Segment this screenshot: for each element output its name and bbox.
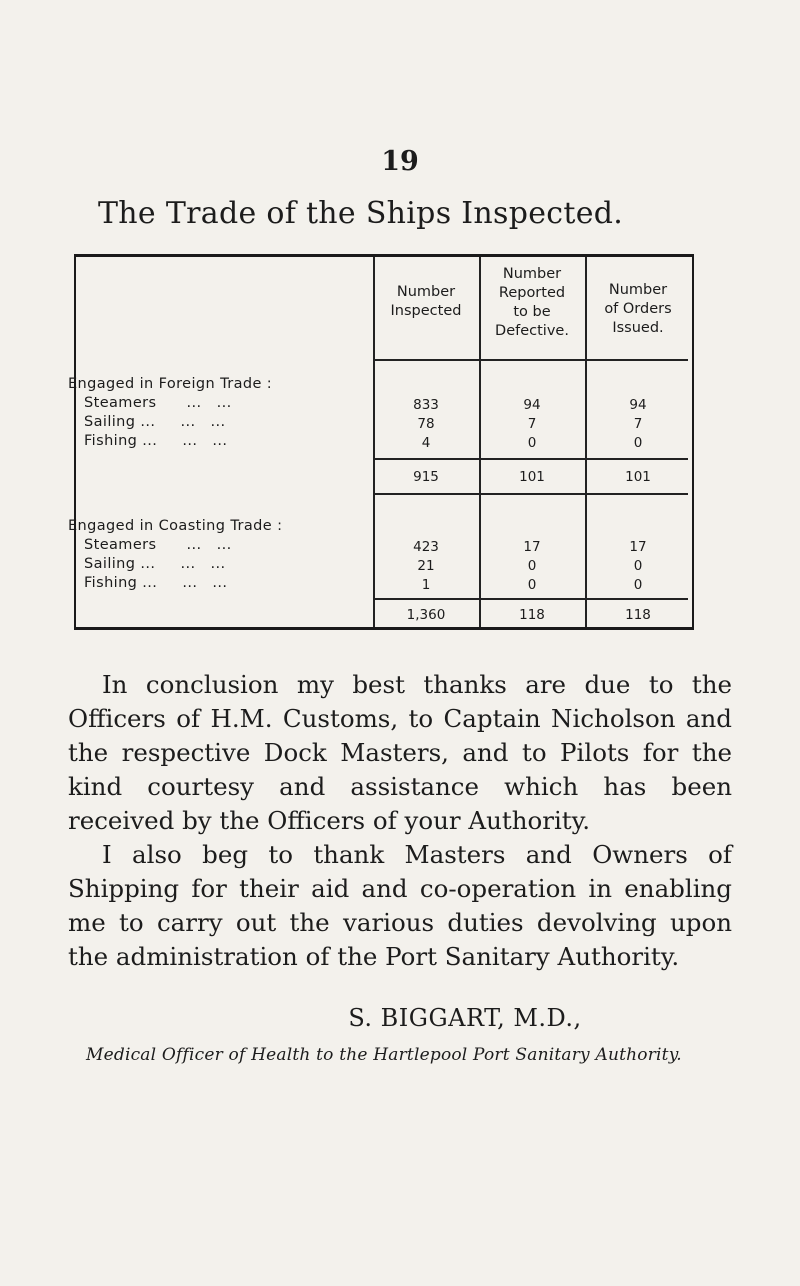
- total-rule: [373, 493, 688, 495]
- header-rule: [373, 359, 688, 361]
- row-label-fishing: Fishing ... ... ...: [84, 575, 228, 591]
- cell-value: 7: [633, 416, 643, 432]
- row-label-sailing: Sailing ... ... ...: [84, 414, 226, 430]
- section-heading-foreign: Engaged in Foreign Trade :: [68, 376, 273, 392]
- section-heading-coasting: Engaged in Coasting Trade :: [68, 518, 283, 534]
- paragraph-owners: I also beg to thank Masters and Owners of Shipping for their aid and co-operation in enabling me to carry out the various duties devolving upon the administration of the Port Sanitary Authority.: [68, 840, 732, 971]
- row-label-steamers: Steamers ... ...: [84, 395, 232, 411]
- total-value: 118: [519, 607, 545, 623]
- inspection-table: [68, 254, 694, 630]
- total-value: 101: [519, 469, 545, 485]
- cell-value: 0: [633, 577, 643, 593]
- total-value: 915: [413, 469, 439, 485]
- cell-value: 0: [527, 435, 537, 451]
- cell-value: 4: [421, 435, 431, 451]
- cell-value: 17: [523, 539, 541, 555]
- cell-value: 423: [413, 539, 439, 555]
- cell-value: 0: [633, 435, 643, 451]
- row-label-steamers: Steamers ... ...: [84, 537, 232, 553]
- total-value: 118: [625, 607, 651, 623]
- row-label-fishing: Fishing ... ... ...: [84, 433, 228, 449]
- cell-value: 78: [417, 416, 435, 432]
- cell-value: 1: [421, 577, 431, 593]
- cell-value: 21: [417, 558, 435, 574]
- cell-value: 0: [527, 558, 537, 574]
- cell-value: 17: [629, 539, 647, 555]
- page-title: The Trade of the Ships Inspected.: [98, 196, 624, 231]
- signature-title: Medical Officer of Health to the Hartlepool Port Sanitary Authority.: [86, 1045, 682, 1065]
- cell-value: 833: [413, 397, 439, 413]
- signature-name: S. BIGGART, M.D.,: [348, 1004, 582, 1032]
- header-reported-defective: Number Reported to be Defective.: [495, 266, 569, 339]
- cell-value: 7: [527, 416, 537, 432]
- total-value: 101: [625, 469, 651, 485]
- subtotal-rule: [373, 598, 688, 600]
- header-orders-issued: Number of Orders Issued.: [604, 282, 672, 336]
- header-number-inspected: Number Inspected: [390, 284, 462, 319]
- total-value: 1,360: [406, 607, 446, 623]
- row-label-sailing: Sailing ... ... ...: [84, 556, 226, 572]
- cell-value: 0: [633, 558, 643, 574]
- paragraph-thanks: In conclusion my best thanks are due to the Officers of H.M. Customs, to Captain Nicholson and the respective Dock Masters, and to Pilots for the kind courtesy and assistance which has been received by the Officers of your Authority.: [68, 670, 732, 835]
- page-number: 19: [381, 146, 419, 177]
- cell-value: 94: [629, 397, 647, 413]
- subtotal-rule: [373, 458, 688, 460]
- cell-value: 0: [527, 577, 537, 593]
- cell-value: 94: [523, 397, 541, 413]
